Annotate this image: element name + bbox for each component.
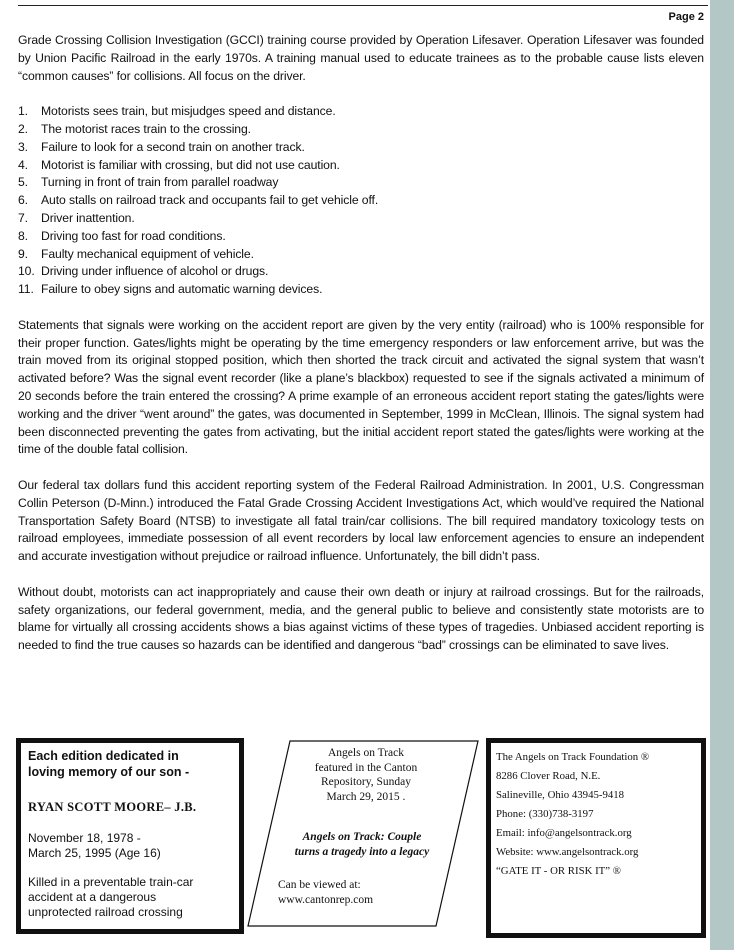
address-line-1: 8286 Clover Road, N.E. xyxy=(496,770,601,782)
list-item: 2. The motorist races train to the crossing. xyxy=(18,121,251,136)
list-item: 7. Driver inattention. xyxy=(18,210,135,225)
top-rule xyxy=(18,5,708,6)
list-item: 6. Auto stalls on railroad track and occupants fail to get vehicle off. xyxy=(18,193,379,208)
page-number: Page 2 xyxy=(668,11,704,23)
contact-box xyxy=(486,738,706,938)
featured-headline: Angels on Track: Couple turns a tragedy into a legacy xyxy=(294,831,430,858)
common-causes-list xyxy=(18,103,704,299)
intro-paragraph: Grade Crossing Collision Investigation (GCCI) training course provided by Operation Lifesaver. Operation Lifesaver was founded by Union Pacific Railroad in the early 1970s. A training manual used to educate trainees as to the probable cause lists eleven “common causes” for collisions. All focus on the driver. xyxy=(18,33,704,83)
featured-parallelogram xyxy=(246,740,480,928)
article-body xyxy=(18,32,704,673)
list-item: 5. Turning in front of train from parallel roadway xyxy=(18,175,279,190)
list-item: 1. Motorists sees train, but misjudges speed and distance. xyxy=(18,104,336,119)
phone: Phone: (330)738-3197 xyxy=(496,808,594,820)
dedication-line-2: loving memory of our son - xyxy=(28,765,190,779)
signals-paragraph: Statements that signals were working on the accident report are given by the very entity (railroad) who is 100% responsible for their proper function. Gates/lights might be operating by the time emergency responders or law enforcement arrive, but was the train moved from its original stopped position, which then shorted the track circuit and activated the signal system that wasn’t activated before? Was the signal event recorder (like a plane’s blackbox) requested to see if the signals activated a minimum of 20 seconds before the train entered the crossing? A prime example of an erroneous accident report stating the gates/lights were working and the driver “went around” the gates, was documented in September, 1999 in McClean, Illinois. The signal system had been disconnected preventing the gates from activating, but the initial accident report stated the gates/lights were working at the time of the double fatal collision. xyxy=(18,317,704,457)
slogan: “GATE IT - OR RISK IT” ® xyxy=(496,865,621,877)
address-line-2: Salineville, Ohio 43945-9418 xyxy=(496,789,625,801)
website-link[interactable]: Website: www.angelsontrack.org xyxy=(496,846,639,858)
org-name: The Angels on Track Foundation ® xyxy=(496,751,650,763)
dedication-line-1: Each edition dedicated in xyxy=(28,749,179,763)
list-item: 3. Failure to look for a second train on another track. xyxy=(18,139,305,154)
list-item: 11. Failure to obey signs and automatic warning devices. xyxy=(18,282,323,297)
memorial-dates: November 18, 1978 - March 25, 1995 (Age 16) xyxy=(28,831,161,860)
email-link[interactable]: Email: info@angelsontrack.org xyxy=(496,827,632,839)
list-item: 8. Driving too fast for road conditions. xyxy=(18,228,226,243)
featured-view-link: Can be viewed at: www.cantonrep.com xyxy=(278,879,374,906)
list-item: 4. Motorist is familiar with crossing, but did not use caution. xyxy=(18,157,340,172)
conclusion-paragraph: Without doubt, motorists can act inappropriately and cause their own death or injury at railroad crossings. But for the railroads, safety organizations, our federal government, media, and the general public to believe and consistently state motorists are to blame for virtually all crossing accidents shows a bias against victims of these types of tragedies. Unbiased accident reporting is needed to find the true causes so hazards can be identified and dangerous “bad” crossings can be eliminated to save lives. xyxy=(18,584,704,653)
memorial-box xyxy=(16,738,244,934)
sidebar-band xyxy=(710,0,734,950)
list-item: 10. Driving under influence of alcohol or drugs. xyxy=(18,264,269,279)
list-item: 9. Faulty mechanical equipment of vehicle. xyxy=(18,246,254,261)
memorial-killed-note: Killed in a preventable train-car accident at a dangerous unprotected railroad crossing xyxy=(28,875,194,919)
featured-notice: Angels on Track featured in the Canton Repository, Sunday March 29, 2015 . xyxy=(314,747,418,803)
memorial-name: RYAN SCOTT MOORE– J.B. xyxy=(28,800,197,814)
federal-paragraph: Our federal tax dollars fund this accident reporting system of the Federal Railroad Administration. In 2001, U.S. Congressman Collin Peterson (D-Minn.) introduced the Fatal Grade Crossing Accident Investigations Act, which would’ve required the National Transportation Safety Board (NTSB) to investigate all fatal train/car collisions. The bill required mandatory toxicology tests on railroad employees, immediate possession of all event recorders by local law enforcement agencies to ensure an independent and accurate investigation without prejudice or railroad influence. Unfortunately, the bill didn’t pass. xyxy=(18,477,704,564)
